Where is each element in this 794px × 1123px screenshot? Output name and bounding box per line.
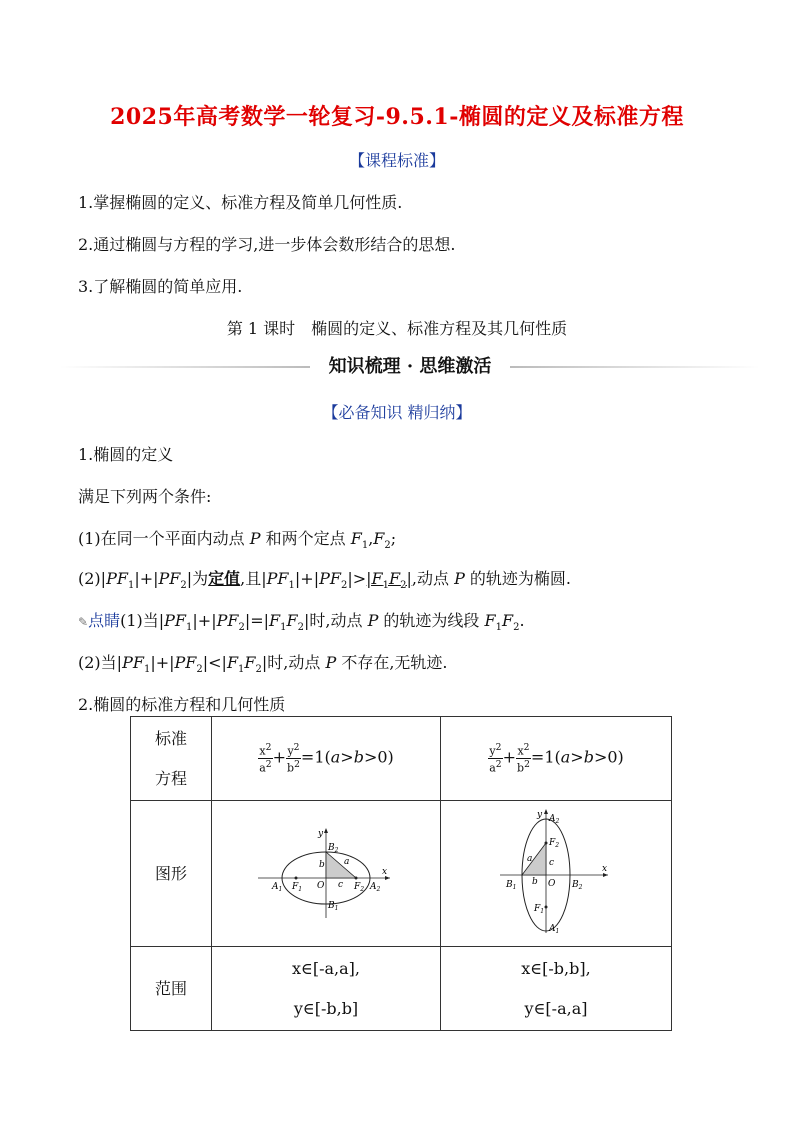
svg-text:y: y	[537, 809, 543, 820]
note-label: 点睛	[88, 611, 121, 630]
standard-item-3: 3.了解椭圆的简单应用.	[78, 277, 243, 296]
lesson-title: 第 1 课时 椭圆的定义、标准方程及其几何性质	[226, 319, 568, 338]
definition-intro: 满足下列两个条件:	[78, 487, 212, 506]
equation-vertical: $\frac{y^2}{a^2}$ + $\frac{x^2}{b^2}$ =1(a>b>0)	[441, 717, 672, 801]
svg-text:x: x	[382, 866, 388, 877]
page-title: 2025年高考数学一轮复习-9.5.1-椭圆的定义及标准方程	[110, 104, 684, 130]
svg-text:a: a	[344, 856, 350, 867]
svg-text:A1: $A_1$	[272, 881, 283, 893]
svg-text:B1: $B_1$	[506, 879, 517, 891]
section-banner-text: 知识梳理 · 思维激活	[328, 356, 492, 377]
svg-text:O: O	[317, 880, 325, 891]
standard-item-2: 2.通过椭圆与方程的学习,进一步体会数形结合的思想.	[78, 235, 456, 254]
svg-text:x: x	[602, 863, 608, 874]
svg-text:F1: $F_1$	[534, 903, 545, 915]
svg-text:b: b	[319, 859, 325, 870]
svg-text:A2: $A_2$	[549, 813, 560, 825]
row-label-equation: 标准 方程	[131, 717, 212, 801]
note-2: (2)当$|PF_1|+|PF_2|<|F_1F_2|$时,动点 P 不存在,无轨迹.	[78, 653, 448, 676]
course-standard-heading: 【课程标准】	[348, 151, 445, 170]
svg-text:c: c	[338, 879, 344, 890]
range-vertical: x∈[-b,b], y∈[-a,a]	[441, 947, 672, 1031]
fixed-value-term: 定值	[208, 569, 241, 588]
standard-item-1: 1.掌握椭圆的定义、标准方程及简单几何性质.	[78, 193, 403, 212]
svg-text:F2: $F_2$	[549, 837, 560, 849]
table-row-equation	[131, 717, 672, 801]
row-label-figure: 图形	[131, 801, 212, 947]
svg-text:a: a	[527, 853, 533, 864]
definition-heading: 1.椭圆的定义	[78, 445, 174, 464]
figure-vertical-ellipse	[441, 801, 672, 947]
svg-text:b: b	[532, 876, 538, 887]
knowledge-heading: 【必备知识 精归纳】	[322, 403, 472, 422]
svg-text:B1: $B_1$	[328, 900, 339, 912]
svg-text:c: c	[549, 857, 555, 868]
svg-text:B2: $B_2$	[328, 842, 339, 854]
svg-text:F1: $F_1$	[292, 881, 303, 893]
condition-2: $(2)|PF_1|+|PF_2|$为定值,且$|PF_1|+|PF_2|>|F_1F_2|$,动点 P 的轨迹为椭圆.	[78, 569, 572, 592]
table-row-figure	[131, 801, 672, 947]
range-horizontal: x∈[-a,a], y∈[-b,b]	[212, 947, 441, 1031]
svg-text:B2: $B_2$	[572, 879, 583, 891]
svg-text:O: O	[548, 878, 556, 889]
equation-horizontal: $\frac{x^2}{a^2}$ + $\frac{y^2}{b^2}$ =1(a>b>0)	[212, 717, 441, 801]
section-banner	[60, 352, 760, 380]
condition-1: (1)在同一个平面内动点 P 和两个定点 $F_1,F_2$;	[78, 529, 397, 552]
table-heading: 2.椭圆的标准方程和几何性质	[78, 695, 286, 714]
ellipse-properties-table	[130, 716, 672, 1031]
note-1: ✎点睛(1)当$|PF_1|+|PF_2|=|F_1F_2|$时,动点 P 的轨迹为线段 $F_1F_2$.	[78, 611, 525, 634]
horizontal-ellipse-diagram	[256, 822, 396, 922]
svg-text:F2: $F_2$	[354, 881, 365, 893]
vertical-ellipse-diagram	[496, 807, 616, 937]
row-label-range: 范围	[131, 947, 212, 1031]
pencil-icon: ✎	[78, 615, 89, 629]
svg-text:A2: $A_2$	[370, 881, 381, 893]
figure-horizontal-ellipse	[212, 801, 441, 947]
table-row-range	[131, 947, 672, 1031]
svg-text:y: y	[318, 828, 324, 839]
svg-text:A1: $A_1$	[549, 923, 560, 935]
